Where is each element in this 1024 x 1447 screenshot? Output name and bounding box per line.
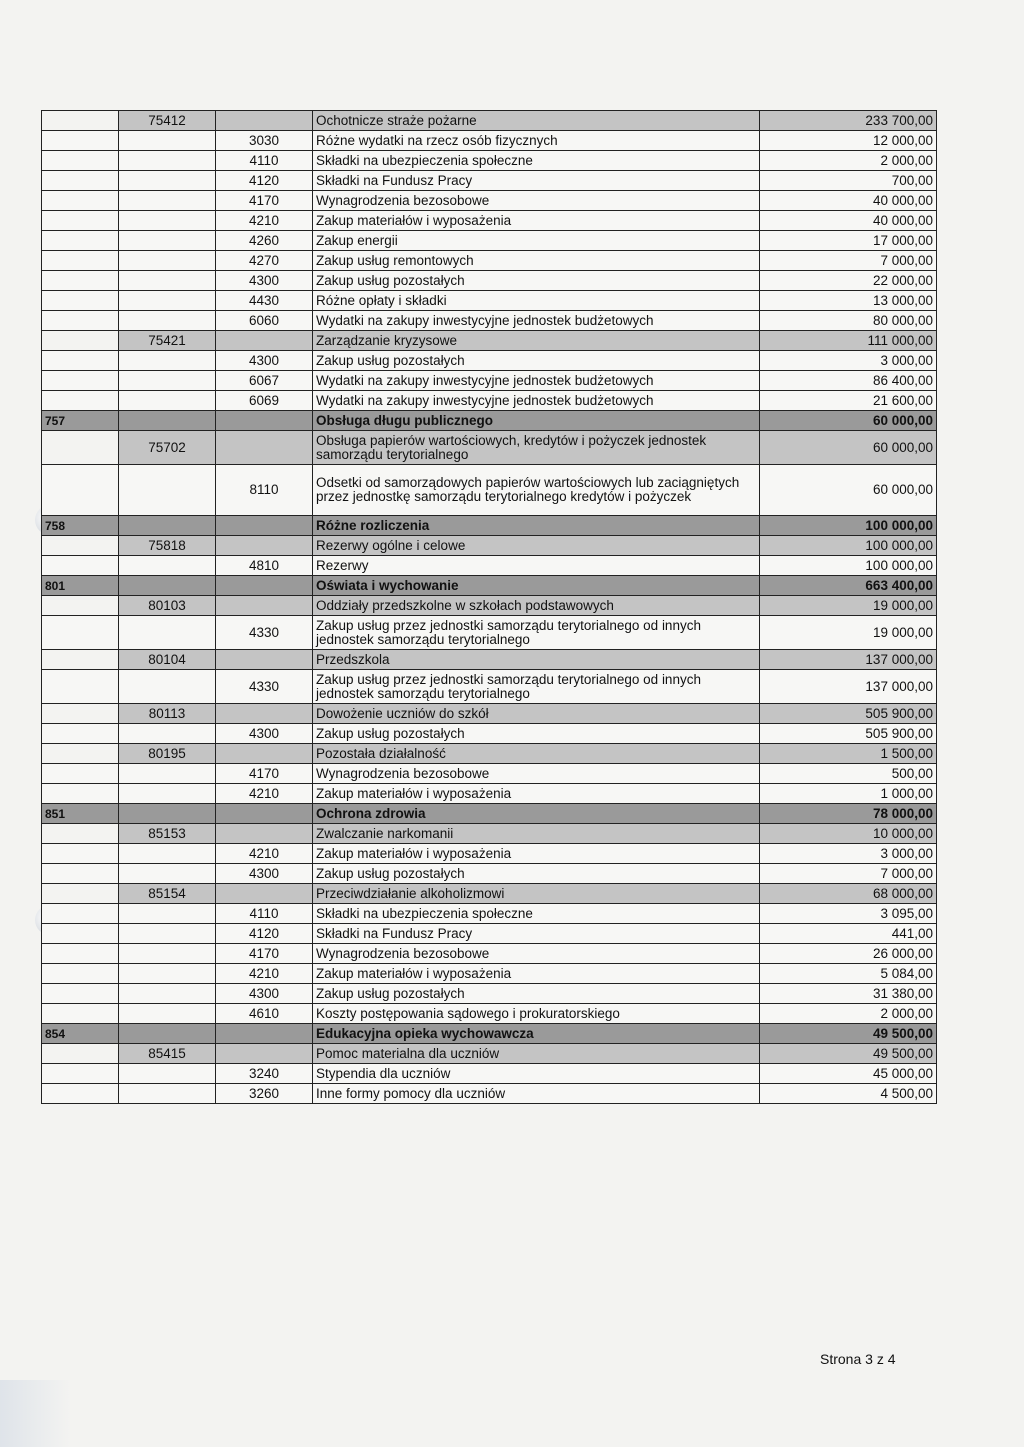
rozdzial-cell: 80104: [119, 650, 216, 670]
name-cell: Wydatki na zakupy inwestycyjne jednostek budżetowych: [313, 371, 760, 391]
paragraf-cell: 4810: [216, 556, 313, 576]
dzial-row: [42, 1024, 937, 1044]
rozdzial-cell: [119, 131, 216, 151]
amount-cell: 1 000,00: [760, 784, 937, 804]
dzial-row: [42, 411, 937, 431]
name-cell: Zarządzanie kryzysowe: [313, 331, 760, 351]
paragraf-cell: 4300: [216, 864, 313, 884]
paragraf-row: [42, 1084, 937, 1104]
rozdzial-cell: [119, 964, 216, 984]
name-cell: Oświata i wychowanie: [313, 576, 760, 596]
rozdzial-row: [42, 704, 937, 724]
rozdzial-cell: [119, 271, 216, 291]
paragraf-cell: 4330: [216, 616, 313, 650]
dzial-cell: [42, 151, 119, 171]
amount-cell: 3 000,00: [760, 351, 937, 371]
dzial-cell: [42, 171, 119, 191]
dzial-cell: [42, 391, 119, 411]
amount-cell: 45 000,00: [760, 1064, 937, 1084]
amount-cell: 60 000,00: [760, 465, 937, 516]
rozdzial-cell: [119, 864, 216, 884]
paragraf-row: [42, 151, 937, 171]
paragraf-cell: 8110: [216, 465, 313, 516]
paragraf-cell: [216, 884, 313, 904]
dzial-cell: [42, 311, 119, 331]
rozdzial-cell: [119, 616, 216, 650]
rozdzial-row: [42, 536, 937, 556]
dzial-cell: [42, 724, 119, 744]
paragraf-cell: [216, 1044, 313, 1064]
paragraf-cell: [216, 1024, 313, 1044]
rozdzial-cell: [119, 724, 216, 744]
rozdzial-row: [42, 596, 937, 616]
budget-table-body: [42, 111, 937, 1104]
amount-cell: 22 000,00: [760, 271, 937, 291]
amount-cell: 441,00: [760, 924, 937, 944]
rozdzial-cell: [119, 251, 216, 271]
dzial-cell: [42, 131, 119, 151]
name-cell: Składki na ubezpieczenia społeczne: [313, 904, 760, 924]
paragraf-cell: 4300: [216, 271, 313, 291]
amount-cell: 3 000,00: [760, 844, 937, 864]
paragraf-row: [42, 864, 937, 884]
rozdzial-cell: [119, 764, 216, 784]
rozdzial-cell: [119, 556, 216, 576]
amount-cell: 17 000,00: [760, 231, 937, 251]
rozdzial-cell: 75421: [119, 331, 216, 351]
rozdzial-cell: [119, 191, 216, 211]
paragraf-cell: 4300: [216, 724, 313, 744]
rozdzial-cell: [119, 904, 216, 924]
dzial-cell: [42, 596, 119, 616]
rozdzial-cell: [119, 944, 216, 964]
name-cell: Zakup usług pozostałych: [313, 864, 760, 884]
paragraf-cell: 4210: [216, 211, 313, 231]
dzial-cell: [42, 904, 119, 924]
rozdzial-cell: [119, 516, 216, 536]
rozdzial-row: [42, 1044, 937, 1064]
dzial-cell: [42, 351, 119, 371]
dzial-cell: [42, 884, 119, 904]
dzial-cell: [42, 864, 119, 884]
amount-cell: 10 000,00: [760, 824, 937, 844]
amount-cell: 60 000,00: [760, 431, 937, 465]
name-cell: Zakup materiałów i wyposażenia: [313, 964, 760, 984]
paragraf-row: [42, 231, 937, 251]
dzial-cell: [42, 824, 119, 844]
amount-cell: 233 700,00: [760, 111, 937, 131]
amount-cell: 100 000,00: [760, 556, 937, 576]
rozdzial-cell: 75412: [119, 111, 216, 131]
amount-cell: 5 084,00: [760, 964, 937, 984]
paragraf-row: [42, 211, 937, 231]
amount-cell: 19 000,00: [760, 616, 937, 650]
dzial-cell: [42, 784, 119, 804]
amount-cell: 700,00: [760, 171, 937, 191]
name-cell: Wynagrodzenia bezosobowe: [313, 191, 760, 211]
rozdzial-cell: [119, 1084, 216, 1104]
rozdzial-cell: 85415: [119, 1044, 216, 1064]
paragraf-cell: 4210: [216, 964, 313, 984]
rozdzial-cell: [119, 1024, 216, 1044]
rozdzial-cell: [119, 411, 216, 431]
name-cell: Obsługa długu publicznego: [313, 411, 760, 431]
rozdzial-cell: [119, 391, 216, 411]
paragraf-cell: [216, 516, 313, 536]
paragraf-cell: 6069: [216, 391, 313, 411]
name-cell: Zakup usług remontowych: [313, 251, 760, 271]
paragraf-row: [42, 924, 937, 944]
name-cell: Rezerwy: [313, 556, 760, 576]
amount-cell: 49 500,00: [760, 1024, 937, 1044]
name-cell: Rezerwy ogólne i celowe: [313, 536, 760, 556]
paragraf-row: [42, 391, 937, 411]
dzial-cell: [42, 291, 119, 311]
dzial-cell: [42, 231, 119, 251]
name-cell: Zakup usług pozostałych: [313, 724, 760, 744]
paragraf-cell: [216, 111, 313, 131]
paragraf-cell: 4110: [216, 904, 313, 924]
paragraf-row: [42, 351, 937, 371]
rozdzial-cell: [119, 211, 216, 231]
name-cell: Pomoc materialna dla uczniów: [313, 1044, 760, 1064]
name-cell: Wydatki na zakupy inwestycyjne jednostek budżetowych: [313, 391, 760, 411]
paragraf-cell: 4170: [216, 191, 313, 211]
paragraf-row: [42, 670, 937, 704]
dzial-cell: [42, 536, 119, 556]
dzial-cell: [42, 704, 119, 724]
dzial-row: [42, 516, 937, 536]
name-cell: Dowożenie uczniów do szkół: [313, 704, 760, 724]
dzial-cell: [42, 844, 119, 864]
page-number: Strona 3 z 4: [820, 1351, 896, 1367]
amount-cell: 12 000,00: [760, 131, 937, 151]
paragraf-row: [42, 191, 937, 211]
paragraf-cell: [216, 596, 313, 616]
paragraf-cell: 4210: [216, 844, 313, 864]
dzial-cell: [42, 211, 119, 231]
rozdzial-cell: [119, 670, 216, 704]
amount-cell: 111 000,00: [760, 331, 937, 351]
rozdzial-cell: 85154: [119, 884, 216, 904]
dzial-row: [42, 576, 937, 596]
dzial-cell: [42, 670, 119, 704]
paragraf-cell: 4270: [216, 251, 313, 271]
paragraf-row: [42, 171, 937, 191]
rozdzial-cell: 85153: [119, 824, 216, 844]
rozdzial-cell: [119, 784, 216, 804]
name-cell: Odsetki od samorządowych papierów wartościowych lub zaciągniętych przez jednostkę samorządu terytorialnego kredytów i pożyczek: [313, 465, 760, 516]
paragraf-cell: [216, 744, 313, 764]
name-cell: Zakup materiałów i wyposażenia: [313, 784, 760, 804]
dzial-cell: [42, 924, 119, 944]
rozdzial-cell: 75818: [119, 536, 216, 556]
name-cell: Ochrona zdrowia: [313, 804, 760, 824]
amount-cell: 137 000,00: [760, 650, 937, 670]
paragraf-cell: 4260: [216, 231, 313, 251]
amount-cell: 7 000,00: [760, 251, 937, 271]
paragraf-cell: 4120: [216, 924, 313, 944]
paragraf-row: [42, 251, 937, 271]
paragraf-cell: 4210: [216, 784, 313, 804]
amount-cell: 13 000,00: [760, 291, 937, 311]
amount-cell: 49 500,00: [760, 1044, 937, 1064]
budget-table: [41, 110, 937, 1104]
rozdzial-cell: [119, 371, 216, 391]
rozdzial-row: [42, 111, 937, 131]
dzial-cell: [42, 271, 119, 291]
name-cell: Wynagrodzenia bezosobowe: [313, 944, 760, 964]
dzial-cell: [42, 556, 119, 576]
name-cell: Składki na Fundusz Pracy: [313, 924, 760, 944]
dzial-cell: 757: [42, 411, 119, 431]
dzial-cell: [42, 251, 119, 271]
name-cell: Zakup usług pozostałych: [313, 351, 760, 371]
paragraf-cell: 4610: [216, 1004, 313, 1024]
dzial-cell: 854: [42, 1024, 119, 1044]
paragraf-row: [42, 784, 937, 804]
name-cell: Składki na ubezpieczenia społeczne: [313, 151, 760, 171]
paragraf-row: [42, 616, 937, 650]
dzial-cell: [42, 465, 119, 516]
dzial-cell: [42, 964, 119, 984]
amount-cell: 26 000,00: [760, 944, 937, 964]
amount-cell: 137 000,00: [760, 670, 937, 704]
paragraf-cell: 4300: [216, 351, 313, 371]
rozdzial-row: [42, 744, 937, 764]
amount-cell: 500,00: [760, 764, 937, 784]
dzial-cell: [42, 111, 119, 131]
scan-artifact: [0, 1380, 70, 1447]
rozdzial-cell: [119, 576, 216, 596]
amount-cell: 2 000,00: [760, 1004, 937, 1024]
paragraf-cell: 4170: [216, 764, 313, 784]
name-cell: Zwalczanie narkomanii: [313, 824, 760, 844]
paragraf-cell: 6060: [216, 311, 313, 331]
paragraf-row: [42, 1004, 937, 1024]
paragraf-row: [42, 844, 937, 864]
dzial-cell: 758: [42, 516, 119, 536]
paragraf-cell: [216, 704, 313, 724]
paragraf-row: [42, 764, 937, 784]
amount-cell: 100 000,00: [760, 536, 937, 556]
paragraf-cell: 4120: [216, 171, 313, 191]
rozdzial-row: [42, 331, 937, 351]
amount-cell: 68 000,00: [760, 884, 937, 904]
paragraf-row: [42, 311, 937, 331]
paragraf-row: [42, 964, 937, 984]
amount-cell: 40 000,00: [760, 211, 937, 231]
rozdzial-cell: 80103: [119, 596, 216, 616]
name-cell: Stypendia dla uczniów: [313, 1064, 760, 1084]
dzial-cell: [42, 1044, 119, 1064]
rozdzial-cell: [119, 291, 216, 311]
paragraf-row: [42, 1064, 937, 1084]
dzial-cell: 801: [42, 576, 119, 596]
paragraf-cell: [216, 536, 313, 556]
paragraf-cell: 4110: [216, 151, 313, 171]
name-cell: Koszty postępowania sądowego i prokuratorskiego: [313, 1004, 760, 1024]
rozdzial-cell: [119, 311, 216, 331]
dzial-cell: [42, 944, 119, 964]
dzial-cell: [42, 744, 119, 764]
rozdzial-cell: [119, 351, 216, 371]
name-cell: Różne wydatki na rzecz osób fizycznych: [313, 131, 760, 151]
name-cell: Obsługa papierów wartościowych, kredytów i pożyczek jednostek samorządu terytorialnego: [313, 431, 760, 465]
amount-cell: 21 600,00: [760, 391, 937, 411]
amount-cell: 31 380,00: [760, 984, 937, 1004]
name-cell: Wynagrodzenia bezosobowe: [313, 764, 760, 784]
rozdzial-cell: [119, 171, 216, 191]
name-cell: Zakup usług przez jednostki samorządu terytorialnego od innych jednostek samorządu terytorialnego: [313, 670, 760, 704]
rozdzial-row: [42, 650, 937, 670]
name-cell: Przeciwdziałanie alkoholizmowi: [313, 884, 760, 904]
rozdzial-cell: [119, 804, 216, 824]
paragraf-cell: [216, 411, 313, 431]
amount-cell: 19 000,00: [760, 596, 937, 616]
paragraf-cell: 3240: [216, 1064, 313, 1084]
dzial-cell: [42, 371, 119, 391]
paragraf-row: [42, 291, 937, 311]
rozdzial-row: [42, 431, 937, 465]
paragraf-row: [42, 724, 937, 744]
dzial-cell: [42, 1064, 119, 1084]
paragraf-cell: [216, 650, 313, 670]
name-cell: Przedszkola: [313, 650, 760, 670]
name-cell: Zakup usług pozostałych: [313, 984, 760, 1004]
paragraf-cell: 4330: [216, 670, 313, 704]
name-cell: Wydatki na zakupy inwestycyjne jednostek budżetowych: [313, 311, 760, 331]
name-cell: Zakup materiałów i wyposażenia: [313, 844, 760, 864]
amount-cell: 7 000,00: [760, 864, 937, 884]
dzial-cell: [42, 1084, 119, 1104]
dzial-row: [42, 804, 937, 824]
paragraf-cell: [216, 824, 313, 844]
rozdzial-cell: [119, 151, 216, 171]
name-cell: Różne rozliczenia: [313, 516, 760, 536]
paragraf-row: [42, 944, 937, 964]
rozdzial-cell: [119, 1064, 216, 1084]
amount-cell: 505 900,00: [760, 704, 937, 724]
name-cell: Składki na Fundusz Pracy: [313, 171, 760, 191]
rozdzial-cell: [119, 924, 216, 944]
amount-cell: 4 500,00: [760, 1084, 937, 1104]
name-cell: Edukacyjna opieka wychowawcza: [313, 1024, 760, 1044]
paragraf-cell: [216, 431, 313, 465]
paragraf-cell: 3260: [216, 1084, 313, 1104]
rozdzial-cell: [119, 465, 216, 516]
rozdzial-cell: 80195: [119, 744, 216, 764]
dzial-cell: [42, 191, 119, 211]
name-cell: Różne opłaty i składki: [313, 291, 760, 311]
dzial-cell: [42, 984, 119, 1004]
rozdzial-cell: [119, 231, 216, 251]
name-cell: Zakup usług pozostałych: [313, 271, 760, 291]
paragraf-cell: 3030: [216, 131, 313, 151]
paragraf-cell: 6067: [216, 371, 313, 391]
paragraf-row: [42, 131, 937, 151]
amount-cell: 1 500,00: [760, 744, 937, 764]
paragraf-cell: 4170: [216, 944, 313, 964]
paragraf-row: [42, 904, 937, 924]
dzial-cell: [42, 431, 119, 465]
dzial-cell: 851: [42, 804, 119, 824]
paragraf-cell: [216, 331, 313, 351]
amount-cell: 60 000,00: [760, 411, 937, 431]
dzial-cell: [42, 764, 119, 784]
rozdzial-cell: [119, 1004, 216, 1024]
dzial-cell: [42, 1004, 119, 1024]
rozdzial-cell: [119, 984, 216, 1004]
amount-cell: 100 000,00: [760, 516, 937, 536]
name-cell: Ochotnicze straże pożarne: [313, 111, 760, 131]
rozdzial-cell: [119, 844, 216, 864]
paragraf-row: [42, 984, 937, 1004]
paragraf-row: [42, 556, 937, 576]
name-cell: Inne formy pomocy dla uczniów: [313, 1084, 760, 1104]
paragraf-cell: [216, 804, 313, 824]
amount-cell: 40 000,00: [760, 191, 937, 211]
paragraf-cell: [216, 576, 313, 596]
dzial-cell: [42, 616, 119, 650]
paragraf-row: [42, 465, 937, 516]
name-cell: Zakup usług przez jednostki samorządu terytorialnego od innych jednostek samorządu terytorialnego: [313, 616, 760, 650]
paragraf-cell: 4300: [216, 984, 313, 1004]
rozdzial-cell: 75702: [119, 431, 216, 465]
rozdzial-row: [42, 824, 937, 844]
name-cell: Zakup energii: [313, 231, 760, 251]
amount-cell: 2 000,00: [760, 151, 937, 171]
name-cell: Zakup materiałów i wyposażenia: [313, 211, 760, 231]
amount-cell: 663 400,00: [760, 576, 937, 596]
amount-cell: 505 900,00: [760, 724, 937, 744]
paragraf-row: [42, 271, 937, 291]
amount-cell: 3 095,00: [760, 904, 937, 924]
amount-cell: 86 400,00: [760, 371, 937, 391]
paragraf-cell: 4430: [216, 291, 313, 311]
dzial-cell: [42, 331, 119, 351]
rozdzial-row: [42, 884, 937, 904]
dzial-cell: [42, 650, 119, 670]
name-cell: Pozostała działalność: [313, 744, 760, 764]
paragraf-row: [42, 371, 937, 391]
amount-cell: 80 000,00: [760, 311, 937, 331]
amount-cell: 78 000,00: [760, 804, 937, 824]
name-cell: Oddziały przedszkolne w szkołach podstawowych: [313, 596, 760, 616]
rozdzial-cell: 80113: [119, 704, 216, 724]
